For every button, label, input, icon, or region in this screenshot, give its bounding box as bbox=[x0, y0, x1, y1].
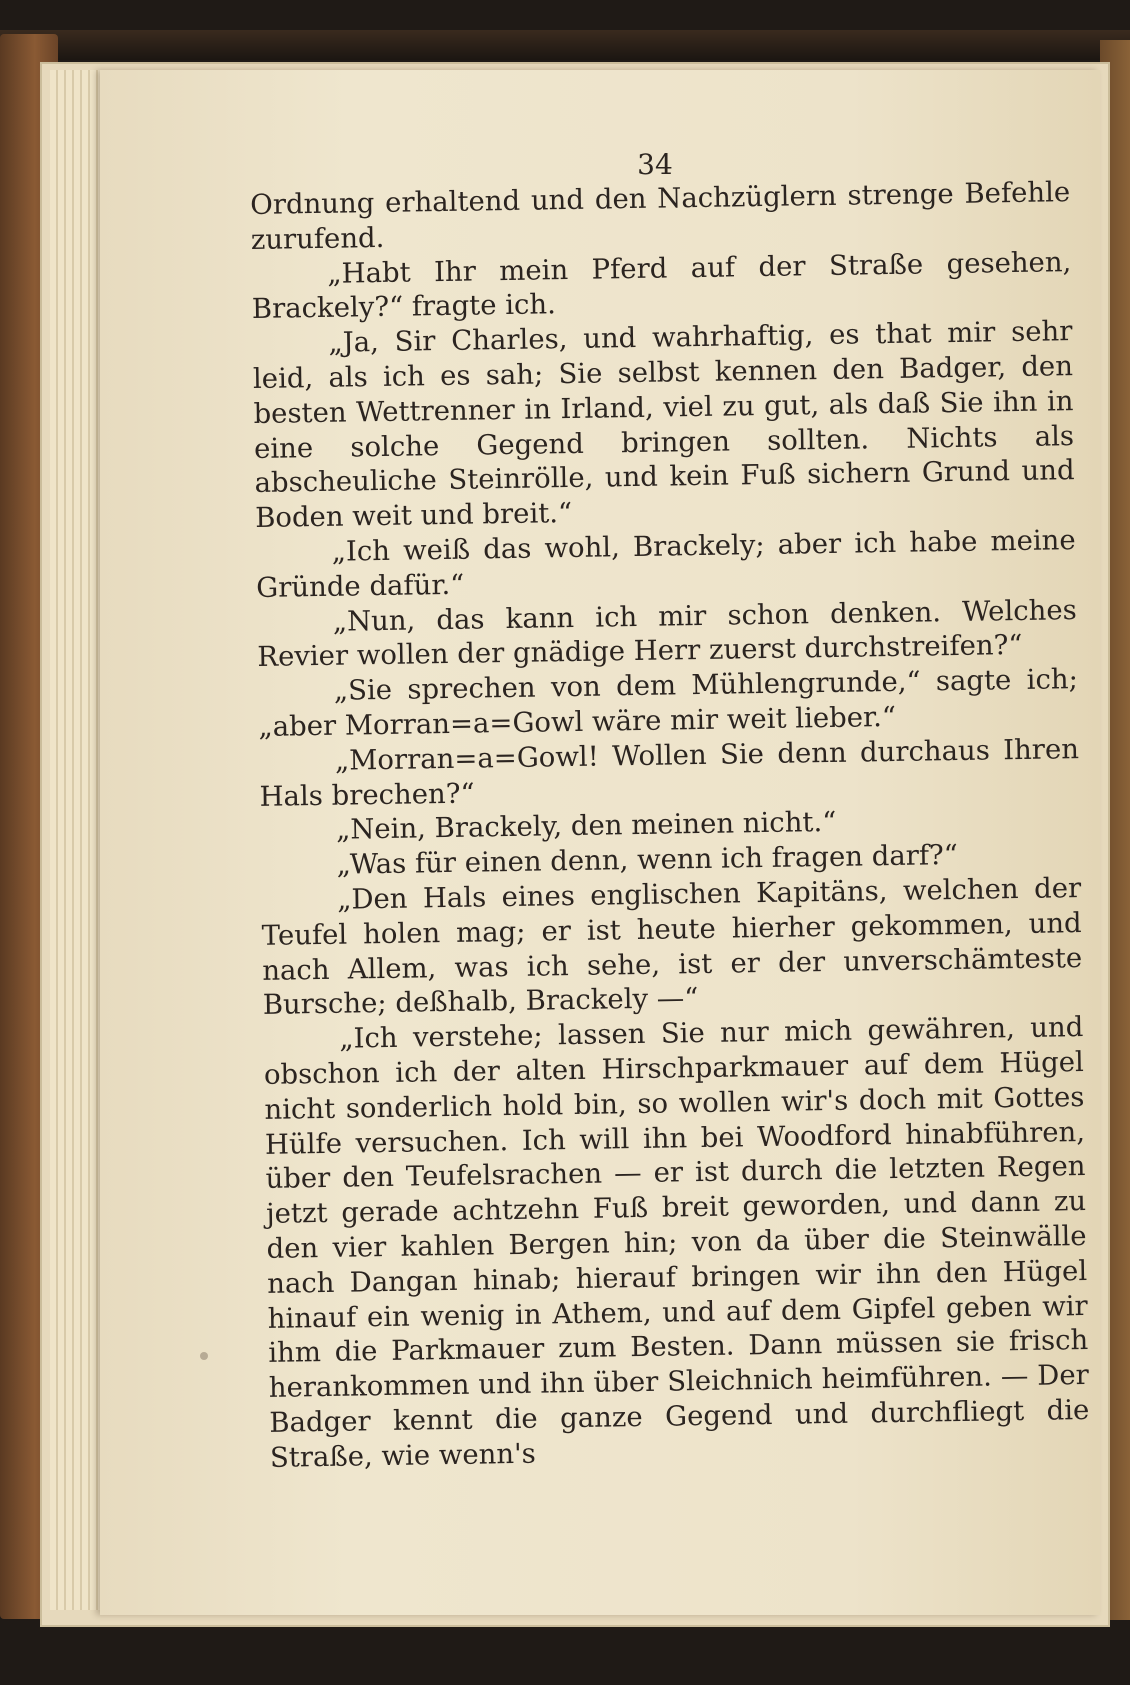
paragraph: „Sie sprechen von dem Mühlengrunde,“ sagte ich; „aber Morran=a=Gowl wäre mir weit lieber.“ bbox=[258, 663, 1079, 743]
book-cover-top bbox=[0, 30, 1130, 60]
page-number: 34 bbox=[637, 148, 673, 181]
page-text bbox=[250, 175, 1090, 1475]
paragraph: „Habt Ihr mein Pferd auf der Straße gesehen, Brackely?“ fragte ich. bbox=[251, 245, 1072, 326]
paragraph: „Ich verstehe; lassen Sie nur mich gewähren, und obschon ich der alten Hirschparkmauer auf dem Hügel nicht sonderlich hold bin, so wollen wir's doch mit Gottes Hülfe versuchen. Ich will ihn bei Woodford hinabführen, über den Teufelsrachen — er ist durch die letzten Regen jetzt gerade achtzehn Fuß breit geworden, und dann zu den vier kahlen Bergen hin; von da über die Steinwälle nach Dangan hinab; hierauf bringen wir ihn den Hügel hinauf ein wenig in Athem, und auf dem Gipfel geben wir ihm die Parkmauer zum Besten. Dann müssen sie frisch herankommen und ihn über Sleichnich heimführen. — Der Badger kennt die ganze Gegend und durchfliegt die Straße, wie wenn's bbox=[263, 1011, 1090, 1474]
paragraph: „Nun, das kann ich mir schon denken. Welches Revier wollen der gnädige Herr zuerst durchstreifen?“ bbox=[257, 593, 1077, 674]
paragraph: „Was für einen denn, wenn ich fragen darf?“ bbox=[336, 839, 959, 881]
paragraph: „Ich weiß das wohl, Brackely; aber ich habe meine Gründe dafür.“ bbox=[256, 524, 1076, 604]
paragraph: „Morran=a=Gowl! Wollen Sie denn durchaus Ihren Hals brechen?“ bbox=[259, 732, 1080, 813]
paragraph: „Ja, Sir Charles, und wahrhaftig, es that mir sehr leid, als ich es sah; Sie selbst kennen den Badger, den besten Wettrenner in Irland, viel zu gut, als daß Sie ihn in eine solche Gegend bringen sollten. Nichts als abscheuliche Steinrölle, und kein Fuß sichern Grund und Boden weit und breit.“ bbox=[252, 315, 1075, 535]
paragraph: „Den Hals eines englischen Kapitäns, welchen der Teufel holen mag; er ist heute hierher gekommen, und nach Allem, was ich sehe, ist er der unverschämteste Bursche; deßhalb, Brackely —“ bbox=[261, 871, 1083, 1022]
paragraph: Ordnung erhaltend und den Nachzüglern strenge Befehle zurufend. bbox=[250, 176, 1071, 256]
paragraph: „Nein, Brackely, den meinen nicht.“ bbox=[335, 806, 837, 847]
ink-spot bbox=[200, 1352, 208, 1360]
